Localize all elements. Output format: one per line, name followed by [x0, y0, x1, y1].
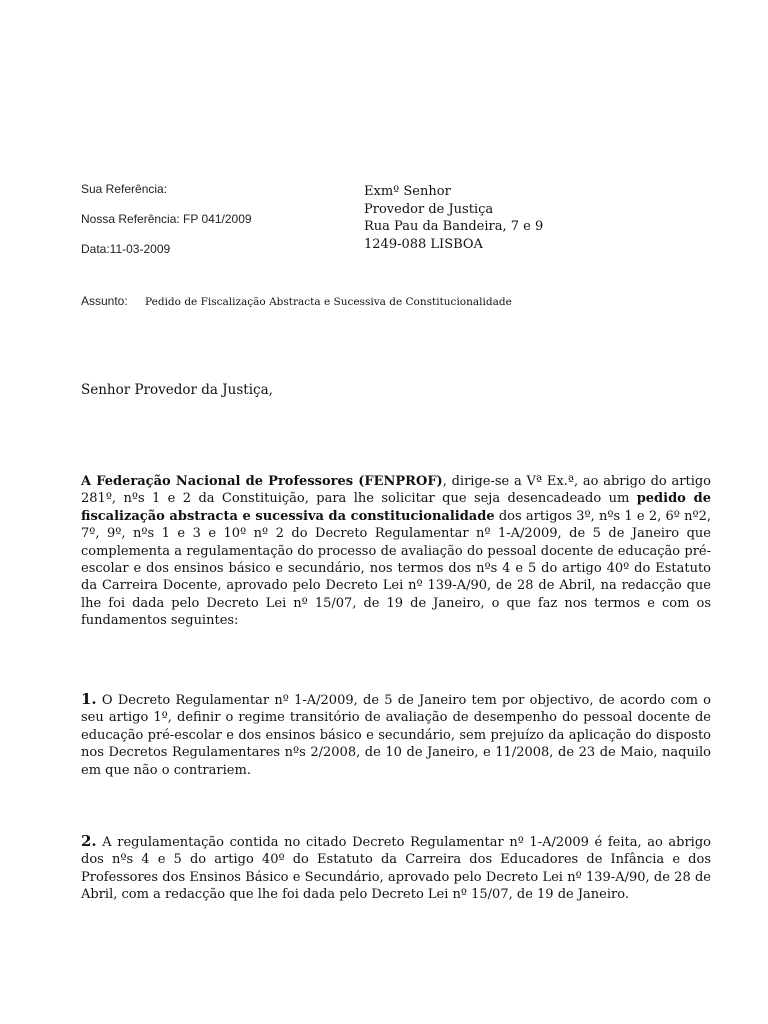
paragraph-number: 2. [81, 832, 97, 850]
addressee-line: 1249-088 LISBOA [364, 236, 483, 252]
paragraph-text: A regulamentação contida no citado Decreto Regulamentar nº 1-A/2009 é feita, ao abrigo dos nºs 4 e 5 do artigo 40º do Estatuto da Carreira dos Educadores de Infância e dos Professores dos Ensinos Básico e Secundário, aprovado pelo Decreto Lei nº 139-A/90, de 28 de Abril, com a redacção que lhe foi dada pelo Decreto Lei nº 15/07, de 19 de Janeiro. [81, 835, 711, 903]
subject-label: Assunto: [81, 294, 128, 308]
paragraph-1 [81, 691, 711, 779]
paragraph-text: O Decreto Regulamentar nº 1-A/2009, de 5 de Janeiro tem por objectivo, de acordo com o seu artigo 1º, definir o regime transitório de avaliação de desempenho do pessoal docente de educação pré-escolar e dos ensinos básico e secundário, sem prejuízo da aplicação do disposto nos Decretos Regulamentares nºs 2/2008, de 10 de Janeiro, e 11/2008, de 23 de Maio, naquilo em que não o contrariem. [81, 693, 711, 778]
sua-referencia: Sua Referência: [81, 182, 168, 196]
document-date: Data:11-03-2009 [81, 242, 171, 256]
paragraph-number: 1. [81, 690, 97, 708]
addressee-line: Exmº Senhor [364, 184, 451, 199]
addressee-line: Provedor de Justiça [364, 201, 494, 217]
addressee-line: Rua Pau da Bandeira, 7 e 9 [364, 219, 544, 234]
subject-line [81, 294, 512, 308]
intro-text-1: , dirige-se a Vª Ex.ª, ao abrigo do artigo 281º, nºs 1 e 2 da Constituição, para lhe solicitar que seja desencadeado um [81, 474, 711, 507]
intro-text-2: dos artigos 3º, nºs 1 e 2, 6º nº2, 7º, 9º, nºs 1 e 3 e 10º nº 2 do Decreto Regulamentar nº 1-A/2009, de 5 de Janeiro que complementa a regulamentação do processo de avaliação do pessoal docente de educação pré-escolar e dos ensinos básico e secundário, nos termos dos nºs 4 e 5 do artigo 40º do Estatuto da Carreira Docente, aprovado pelo Decreto Lei nº 139-A/90, de 28 de Abril, na redacção que lhe foi dada pelo Decreto Lei nº 15/07, de 19 de Janeiro, o que faz nos termos e com os fundamentos seguintes: [81, 508, 711, 629]
salutation: Senhor Provedor da Justiça, [81, 382, 273, 398]
intro-paragraph [81, 473, 711, 630]
intro-bold-sender: A Federação Nacional de Professores (FENPROF) [81, 474, 443, 489]
addressee-block [364, 183, 543, 253]
intro-bold-request: pedido de fiscalização abstracta e sucessiva da constitucionalidade [81, 491, 711, 524]
nossa-referencia: Nossa Referência: FP 041/2009 [81, 212, 252, 226]
paragraph-2 [81, 833, 711, 904]
subject-text: Pedido de Fiscalização Abstracta e Sucessiva de Constitucionalidade [145, 296, 512, 308]
